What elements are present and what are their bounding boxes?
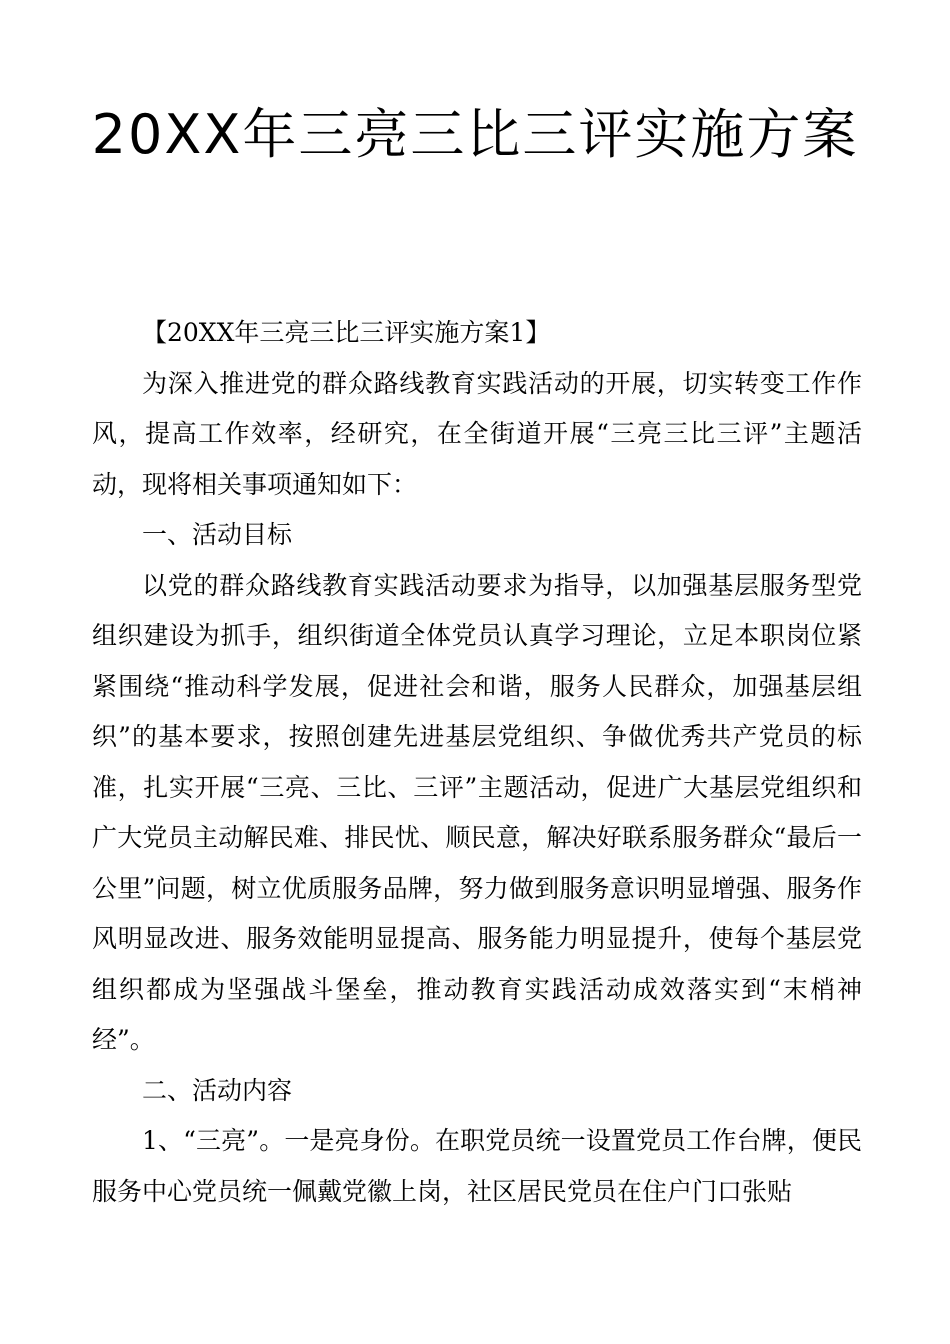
content-paragraph: 1、“三亮”。一是亮身份。在职党员统一设置党员工作台牌，便民服务中心党员统一佩戴党徽上岗，社区居民党员在住户门口张贴 — [92, 1126, 862, 1206]
goals-paragraph: 以党的群众路线教育实践活动要求为指导，以加强基层服务型党组织建设为抓手，组织街道全体党员认真学习理论，立足本职岗位紧紧围绕“推动科学发展，促进社会和谐，服务人民群众，加强基层组织”的基本要求，按照创建先进基层党组织、争做优秀共产党员的标准，扎实开展“三亮、三比、三评”主题活动，促进广大基层党组织和广大党员主动解民难、排民忧、顺民意，解决好联系服务群众“最后一公里”问题，树立优质服务品牌，努力做到服务意识明显增强、服务作风明显改进、服务效能明显提高、服务能力明显提升，使每个基层党组织都成为坚强战斗堡垒，推动教育实践活动成效落实到“末梢神经”。 — [92, 570, 862, 1054]
section-heading-goals: 一、活动目标 — [142, 520, 293, 549]
section-heading-plan-1: 【20XX年三亮三比三评实施方案1】 — [142, 318, 551, 347]
intro-paragraph: 为深入推进党的群众路线教育实践活动的开展，切实转变工作作风，提高工作效率，经研究，在全街道开展“三亮三比三评”主题活动，现将相关事项通知如下： — [92, 368, 862, 499]
document-title: 20XX年三亮三比三评实施方案 — [91, 103, 859, 166]
document-body — [92, 308, 862, 1217]
section-heading-content: 二、活动内容 — [142, 1075, 293, 1105]
